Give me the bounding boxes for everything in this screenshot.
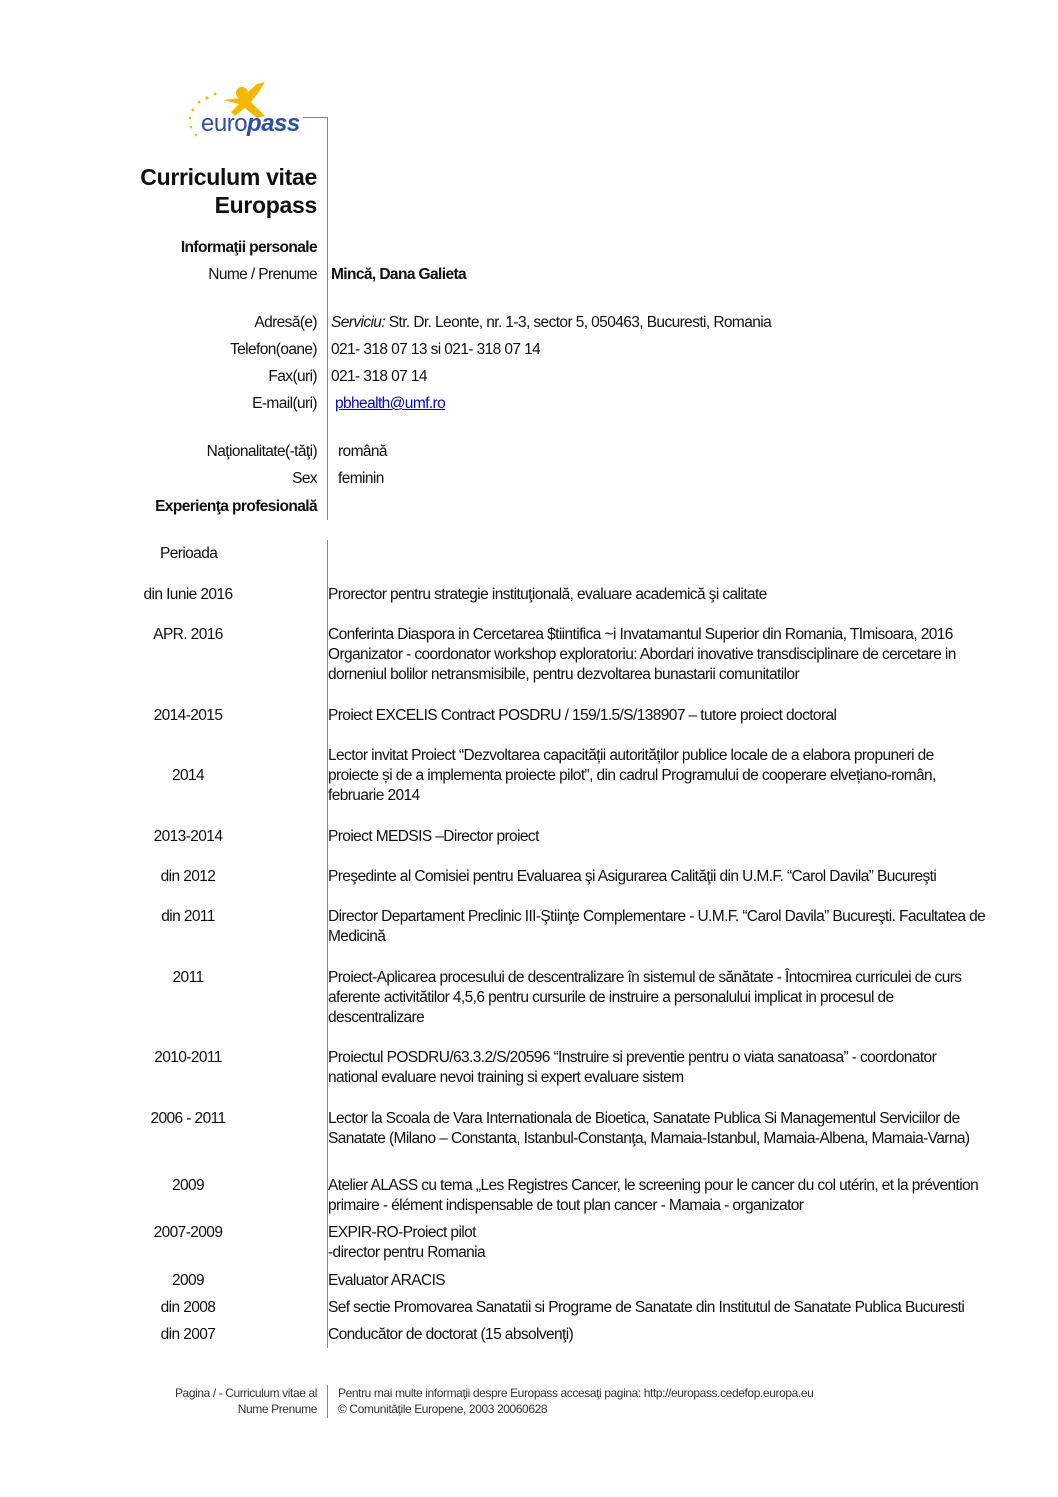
phone-value: 021- 318 07 13 si 021- 318 07 14 xyxy=(331,341,541,358)
cv-title xyxy=(140,163,317,219)
experience-description xyxy=(328,625,956,685)
description-line: Medicină xyxy=(328,928,386,945)
experience-description xyxy=(328,706,836,726)
experience-description xyxy=(328,1176,978,1216)
description-line: Sef sectie Promovarea Sanatatii si Programe de Sanatate din Institutul de Sanatate Publica Bucuresti xyxy=(328,1299,965,1316)
address-text: Str. Dr. Leonte, nr. 1-3, sector 5, 050463, Bucuresti, Romania xyxy=(385,314,772,331)
experience-date: 2006 - 2011 xyxy=(150,1110,226,1127)
description-line: februarie 2014 xyxy=(328,787,420,804)
experience-description xyxy=(328,867,936,887)
experience-description xyxy=(328,1298,964,1318)
footer-right-line1: Pentru mai multe informaţii despre Europass accesaţi pagina: http://europass.cedefop.europa.eu xyxy=(338,1386,814,1400)
description-line: -director pentru Romania xyxy=(328,1244,486,1261)
experience-description xyxy=(328,585,767,605)
description-line: Proiect-Aplicarea procesului de descentralizare în sistemul de sănătate - Întocmirea curriculei de curs xyxy=(328,969,962,986)
description-line: proiecte și de a implementa proiecte pilot”, din cadrul Programului de cooperare elvețiano-român, xyxy=(328,767,936,784)
description-line: Sanatate (Milano – Constanta, Istanbul-Constanţa, Mamaia-Istanbul, Mamaia-Albena, Mamaia-Varna) xyxy=(328,1130,970,1147)
experience-description xyxy=(328,1223,485,1263)
experience-date: APR. 2016 xyxy=(153,626,223,643)
experience-date: din 2011 xyxy=(161,908,215,925)
experience-date: din 2012 xyxy=(160,868,216,885)
footer-left-line2: Nume Prenume xyxy=(237,1402,317,1416)
description-line: Prorector pentru strategie instituţională, evaluare academică şi calitate xyxy=(328,586,767,603)
description-line: Proiect EXCELIS Contract POSDRU / 159/1.5/S/138907 – tutore proiect doctoral xyxy=(328,707,837,724)
experience-description xyxy=(328,1109,969,1149)
description-line: Conducător de doctorat (15 absolvenţi) xyxy=(328,1326,574,1343)
sex-value: feminin xyxy=(338,470,384,487)
description-line: aferente activitătilor 4,5,6 pentru cursurile de instruire a personalului implicat in procesul de xyxy=(328,989,894,1006)
period-label: Perioada xyxy=(160,545,218,562)
address-label: Adresă(e) xyxy=(254,314,317,331)
experience-description xyxy=(328,746,936,806)
experience-date: 2010-2011 xyxy=(154,1049,222,1066)
experience-description xyxy=(328,1325,573,1345)
description-line: national evaluare nevoi training si expert evaluare sistem xyxy=(328,1069,684,1086)
experience-date: 2014-2015 xyxy=(153,707,223,724)
europass-logo xyxy=(185,78,305,144)
address-prefix: Serviciu: xyxy=(331,314,386,331)
description-line: Organizator - coordonator workshop exploratoriu: Abordari inovative transdisciplinare de cercetare in xyxy=(328,646,956,663)
experience-description xyxy=(328,968,961,1028)
section-heading-personal: Informaţii personale xyxy=(180,239,317,256)
experience-date: 2007-2009 xyxy=(153,1224,223,1241)
header-rule xyxy=(303,117,328,118)
section-heading-experience: Experienţa profesională xyxy=(155,498,317,515)
footer-divider xyxy=(327,1385,328,1418)
nationality-value: română xyxy=(338,443,387,460)
experience-date: 2009 xyxy=(171,1272,205,1289)
column-divider xyxy=(327,117,328,520)
sex-label: Sex xyxy=(292,470,317,487)
experience-date: din 2007 xyxy=(160,1326,216,1343)
experience-date: 2014 xyxy=(171,767,205,784)
name-value: Mincă, Dana Galieta xyxy=(331,266,467,283)
experience-date: 2009 xyxy=(171,1177,205,1194)
description-line: Proiectul POSDRU/63.3.2/S/20596 “Instruire si preventie pentru o viata sanatoasa” - coordonator xyxy=(328,1049,937,1066)
description-line: Director Departament Preclinic III-Ştiinţe Complementare - U.M.F. “Carol Davila” Bucureşti. Facultatea de xyxy=(328,908,986,925)
email-label: E-mail(uri) xyxy=(252,395,317,412)
experience-date: din 2008 xyxy=(160,1299,216,1316)
fax-value: 021- 318 07 14 xyxy=(331,368,427,385)
description-line: Preşedinte al Comisiei pentru Evaluarea şi Asigurarea Calităţii din U.M.F. “Carol Davila” Bucureşti xyxy=(328,868,937,885)
description-line: Lector la Scoala de Vara Internationala de Bioetica, Sanatate Publica Si Managementul Serviciilor de xyxy=(328,1110,960,1127)
experience-description xyxy=(328,1048,936,1088)
email-link[interactable]: pbhealth@umf.ro xyxy=(335,395,446,412)
footer-right xyxy=(338,1385,813,1417)
description-line: Atelier ALASS cu tema „Les Registres Cancer, le screening pour le cancer du col utérin, et la prévention xyxy=(328,1177,979,1194)
experience-description xyxy=(328,907,985,947)
description-line: Lector invitat Proiect “Dezvoltarea capacității autorităților publice locale de a elabora propuneri de xyxy=(328,747,934,764)
name-label: Nume / Prenume xyxy=(208,266,317,283)
experience-date: 2011 xyxy=(172,969,204,986)
experience-description xyxy=(328,1271,445,1291)
cv-title-line2: Europass xyxy=(214,192,317,218)
description-line: descentralizare xyxy=(328,1009,425,1026)
description-line: primaire - élément indispensable de tout plan cancer - Mamaia - organizator xyxy=(328,1197,804,1214)
experience-date: din Iunie 2016 xyxy=(143,586,233,603)
footer-right-line2: © Comunităţile Europene, 2003 20060628 xyxy=(338,1402,548,1416)
logo-text-light: euro xyxy=(201,110,248,137)
experience-description xyxy=(328,827,539,847)
experience-date: 2013-2014 xyxy=(153,828,223,845)
description-line: dorneniul bolilor netransmisibile, pentru dezvoltarea bunastarii comunitatilor xyxy=(328,666,800,683)
logo-text-bold: pass xyxy=(247,110,300,137)
phone-label: Telefon(oane) xyxy=(230,341,317,358)
fax-label: Fax(uri) xyxy=(268,368,317,385)
description-line: EXPIR-RO-Proiect pilot xyxy=(328,1224,476,1241)
address-value xyxy=(331,313,771,333)
description-line: Conferinta Diaspora in Cercetarea $tiintifica ~i Invatamantul Superior din Romania, TImisoara, 2016 xyxy=(328,626,953,643)
nationality-label: Naţionalitate(-tăţi) xyxy=(206,443,317,460)
description-line: Proiect MEDSIS –Director proiect xyxy=(328,828,539,845)
footer-left xyxy=(175,1385,317,1417)
cv-title-line1: Curriculum vitae xyxy=(140,164,317,190)
description-line: Evaluator ARACIS xyxy=(328,1272,446,1289)
footer-left-line1: Pagina / - Curriculum vitae al xyxy=(174,1386,317,1400)
